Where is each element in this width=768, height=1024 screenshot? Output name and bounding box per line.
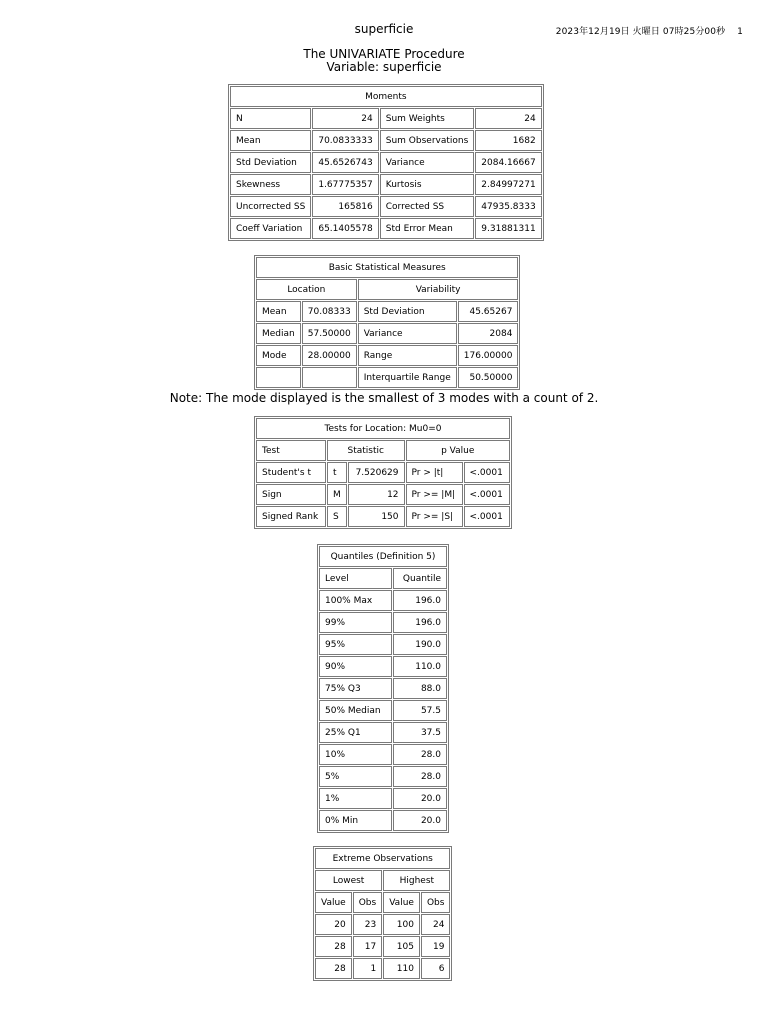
cell <box>256 367 301 388</box>
table-row <box>319 766 447 787</box>
cell: Student's t <box>256 462 326 483</box>
cell: 19 <box>421 936 451 957</box>
cell: 105 <box>383 936 420 957</box>
cell: Pr >= |S| <box>406 506 463 527</box>
test-header: Test <box>256 440 326 461</box>
cell: 2084.16667 <box>475 152 541 173</box>
cell: Median <box>256 323 301 344</box>
quantiles-table <box>317 544 449 833</box>
table-row <box>319 656 447 677</box>
cell: 50% Median <box>319 700 392 721</box>
cell: 20 <box>315 914 352 935</box>
cell: 12 <box>348 484 404 505</box>
table-row <box>319 678 447 699</box>
cell: 1.67775357 <box>312 174 378 195</box>
cell: Kurtosis <box>380 174 475 195</box>
cell: 196.0 <box>393 612 447 633</box>
cell: 176.00000 <box>458 345 519 366</box>
table-row <box>319 788 447 809</box>
page-title: superficie <box>354 22 414 36</box>
table-row <box>256 367 518 388</box>
table-row <box>230 218 542 239</box>
cell: 28.0 <box>393 766 447 787</box>
cell: 2.84997271 <box>475 174 541 195</box>
cell: 17 <box>353 936 383 957</box>
cell: Variance <box>358 323 457 344</box>
table-row <box>319 810 447 831</box>
table-row <box>256 484 510 505</box>
statistic-header: Statistic <box>327 440 405 461</box>
cell: 95% <box>319 634 392 655</box>
cell: Interquartile Range <box>358 367 457 388</box>
cell: 110.0 <box>393 656 447 677</box>
table-row <box>315 914 450 935</box>
pvalue-header: p Value <box>406 440 510 461</box>
cell: 90% <box>319 656 392 677</box>
datetime-stamp: 2023年12月19日 火曜日 07時25分00秒 <box>555 27 726 37</box>
cell: 165816 <box>312 196 378 217</box>
cell: Pr > |t| <box>406 462 463 483</box>
table-row <box>256 506 510 527</box>
table-row <box>319 744 447 765</box>
table-row <box>256 462 510 483</box>
extreme-title: Extreme Observations <box>315 848 450 869</box>
extreme-observations-table <box>313 846 452 981</box>
cell: Std Error Mean <box>380 218 475 239</box>
cell: 45.6526743 <box>312 152 378 173</box>
cell: 6 <box>421 958 451 979</box>
cell: 45.65267 <box>458 301 519 322</box>
cell: 57.5 <box>393 700 447 721</box>
variable-name: Variable: superficie <box>326 60 442 74</box>
cell: 28.00000 <box>302 345 357 366</box>
cell: Sum Observations <box>380 130 475 151</box>
table-row <box>230 152 542 173</box>
tests-location-table <box>254 416 512 529</box>
basic-title: Basic Statistical Measures <box>256 257 518 278</box>
cell: 2084 <box>458 323 519 344</box>
cell: 100% Max <box>319 590 392 611</box>
quantiles-title: Quantiles (Definition 5) <box>319 546 447 567</box>
cell <box>302 367 357 388</box>
cell: Mean <box>230 130 311 151</box>
cell: 5% <box>319 766 392 787</box>
cell: 75% Q3 <box>319 678 392 699</box>
cell: 1682 <box>475 130 541 151</box>
moments-table <box>228 84 544 241</box>
cell: Variance <box>380 152 475 173</box>
table-row <box>315 936 450 957</box>
cell: 28 <box>315 936 352 957</box>
cell: S <box>327 506 347 527</box>
table-row <box>230 196 542 217</box>
cell: 28.0 <box>393 744 447 765</box>
quantile-header: Quantile <box>393 568 447 589</box>
obs-header: Obs <box>421 892 451 913</box>
cell: Sum Weights <box>380 108 475 129</box>
cell: 1 <box>353 958 383 979</box>
cell: Range <box>358 345 457 366</box>
cell: 7.520629 <box>348 462 404 483</box>
cell: Uncorrected SS <box>230 196 311 217</box>
tests-title: Tests for Location: Mu0=0 <box>256 418 510 439</box>
table-row <box>319 634 447 655</box>
highest-header: Highest <box>383 870 450 891</box>
cell: <.0001 <box>464 506 510 527</box>
cell: 70.08333 <box>302 301 357 322</box>
cell: 70.0833333 <box>312 130 378 151</box>
table-row <box>319 590 447 611</box>
cell: 47935.8333 <box>475 196 541 217</box>
table-row <box>256 323 518 344</box>
cell: 20.0 <box>393 810 447 831</box>
cell: 9.31881311 <box>475 218 541 239</box>
value-header: Value <box>383 892 420 913</box>
variability-header: Variability <box>358 279 519 300</box>
cell: Std Deviation <box>358 301 457 322</box>
cell: 10% <box>319 744 392 765</box>
value-header: Value <box>315 892 352 913</box>
cell: 196.0 <box>393 590 447 611</box>
cell: 28 <box>315 958 352 979</box>
cell: M <box>327 484 347 505</box>
mode-note: Note: The mode displayed is the smallest of 3 modes with a count of 2. <box>169 391 599 405</box>
cell: t <box>327 462 347 483</box>
table-row <box>256 345 518 366</box>
table-row <box>230 174 542 195</box>
table-row <box>315 958 450 979</box>
cell: 65.1405578 <box>312 218 378 239</box>
cell: 24 <box>421 914 451 935</box>
cell: 23 <box>353 914 383 935</box>
cell: 88.0 <box>393 678 447 699</box>
cell: 24 <box>312 108 378 129</box>
cell: 57.50000 <box>302 323 357 344</box>
cell: <.0001 <box>464 462 510 483</box>
page-number: 1 <box>737 27 743 37</box>
cell: 190.0 <box>393 634 447 655</box>
cell: 0% Min <box>319 810 392 831</box>
cell: 25% Q1 <box>319 722 392 743</box>
table-row <box>230 130 542 151</box>
procedure-name: The UNIVARIATE Procedure <box>303 47 465 61</box>
cell: 110 <box>383 958 420 979</box>
cell: Mean <box>256 301 301 322</box>
cell: Sign <box>256 484 326 505</box>
cell: Signed Rank <box>256 506 326 527</box>
cell: Pr >= |M| <box>406 484 463 505</box>
cell: N <box>230 108 311 129</box>
basic-measures-table <box>254 255 520 390</box>
table-row <box>256 301 518 322</box>
cell: 20.0 <box>393 788 447 809</box>
cell: 99% <box>319 612 392 633</box>
level-header: Level <box>319 568 392 589</box>
cell: Std Deviation <box>230 152 311 173</box>
location-header: Location <box>256 279 357 300</box>
cell: 150 <box>348 506 404 527</box>
obs-header: Obs <box>353 892 383 913</box>
cell: Mode <box>256 345 301 366</box>
cell: <.0001 <box>464 484 510 505</box>
cell: Corrected SS <box>380 196 475 217</box>
cell: 37.5 <box>393 722 447 743</box>
lowest-header: Lowest <box>315 870 382 891</box>
cell: Coeff Variation <box>230 218 311 239</box>
cell: 24 <box>475 108 541 129</box>
cell: Skewness <box>230 174 311 195</box>
table-row <box>230 108 542 129</box>
table-row <box>319 722 447 743</box>
table-row <box>319 700 447 721</box>
cell: 50.50000 <box>458 367 519 388</box>
procedure-heading <box>0 48 768 74</box>
cell: 100 <box>383 914 420 935</box>
page-header-right <box>556 24 743 37</box>
table-row <box>319 612 447 633</box>
cell: 1% <box>319 788 392 809</box>
moments-title: Moments <box>230 86 542 107</box>
